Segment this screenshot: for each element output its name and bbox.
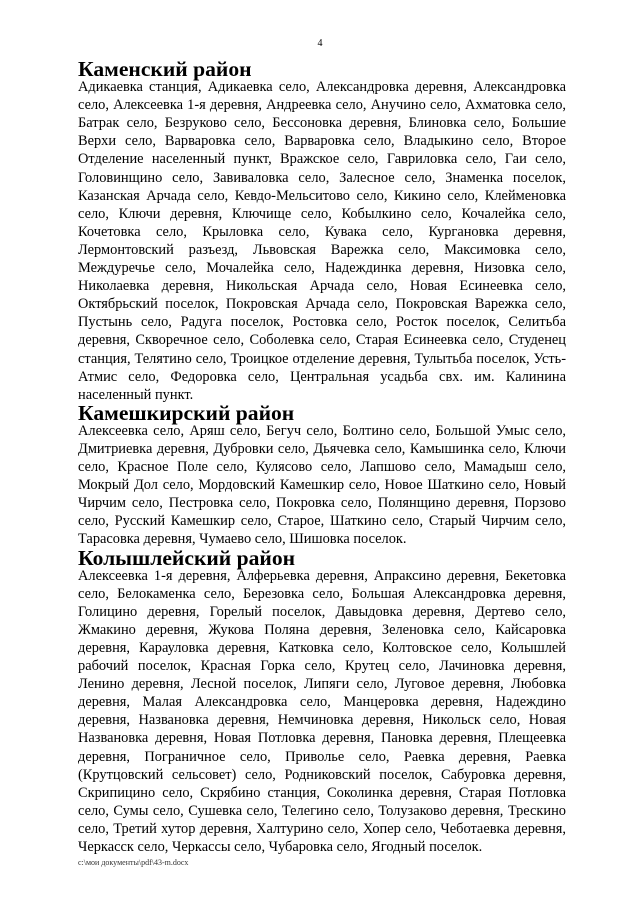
district-title: Камешкирский район xyxy=(78,400,295,425)
district-title: Каменский район xyxy=(78,57,252,81)
district-settlements-text: Алексеевка село, Аряш село, Бегуч село, Болтино село, Большой Умыс село, Дмитриевка деревня, Дубровки село, Дьячевка село, Камышинка село, Ключи село, Красное Поле село, Кулясово село, Лапшово село, Мамадыш село, Мокрый Дол село, Мордовский Камешкир село, Новое Шаткино село, Новый Чирчим село, Пестровка село, Покровка село, Полянщино деревня, Порзово село, Русский Камешкир село, Старое, Шаткино село, Старый Чирчим село, Тарасовка деревня, Чумаево село, Шишовка поселок. xyxy=(78,422,566,548)
district-settlements-text: Алексеевка 1-я деревня, Алферьевка деревня, Апраксино деревня, Бекетовка село, Белокаменка село, Березовка село, Большая Александровка деревня, Голицино деревня, Горелый поселок, Давыдовка деревня, Дертево село, Жмакино деревня, Жукова Поляна деревня, Зеленовка село, Кайсаровка деревня, Карауловка деревня, Катковка село, Колтовское село, Колышлей рабочий поселок, Красная Горка село, Крутец село, Лачиновка деревня, Ленино деревня, Лесной поселок, Липяги село, Луговое деревня, Любовка деревня, Малая Александровка село, Манцеровка деревня, Надеждино деревня, Названовка деревня, Немчиновка деревня, Никольск село, Новая Названовка деревня, Новая Потловка деревня, Пановка деревня, Плещеевка деревня, Пограничное село, Приволье село, Раевка деревня, Раевка (Крутцовский сельсовет) село, Родниковский поселок, Сабуровка деревня, Скрипицино село, Скрябино станция, Соколинка деревня, Старая Потловка село, Сумы село, Сушевка село, Телегино село, Толузаково деревня, Трескино село, Третий хутор деревня, Халтурино село, Хопер село, Чеботаевка деревня, Черкасск село, Черкассы село, Чубаровка село, Ягодный поселок. xyxy=(78,567,566,856)
page-number: 4 xyxy=(317,38,323,49)
district-section-kamensky xyxy=(78,57,566,404)
footer-file-path: c:\мои документы\pdf\43-m.docx xyxy=(78,858,189,867)
document-body xyxy=(78,57,566,856)
district-settlements-text: Адикаевка станция, Адикаевка село, Александровка деревня, Александровка село, Алексеевка 1-я деревня, Андреевка село, Анучино село, Ахматовка село, Батрак село, Безруково село, Бессоновка деревня, Блиновка село, Большие Верхи село, Варваровка село, Варваровка село, Владыкино село, Второе Отделение населенный пункт, Вражское село, Гавриловка село, Гаи село, Головинщино село, Завиваловка село, Залесное село, Знаменка поселок, Казанская Арчада село, Кевдо-Мельситово село, Кикино село, Клейменовка село, Ключи деревня, Ключище село, Кобылкино село, Кочалейка село, Кочетовка село, Крыловка село, Кувака село, Кургановка деревня, Лермонтовский разъезд, Львовская Варежка село, Максимовка село, Междуречье село, Мочалейка село, Надеждинка деревня, Низовка село, Николаевка деревня, Никольская Арчада село, Новая Есинеевка село, Октябрьский поселок, Покровская Арчада село, Покровская Варежка село, Пустынь село, Радуга поселок, Ростовка село, Росток поселок, Селитьба деревня, Скворечное село, Соболевка село, Старая Есинеевка село, Студенец станция, Телятино село, Троицкое отделение деревня, Тулытьба поселок, Усть-Атмис село, Федоровка село, Центральная усадьба свх. им. Калинина населенный пункт. xyxy=(78,79,566,403)
district-section-kolyshleysky xyxy=(78,545,566,857)
district-section-kameshkirsky xyxy=(78,400,566,549)
district-title: Колышлейский район xyxy=(78,545,296,570)
